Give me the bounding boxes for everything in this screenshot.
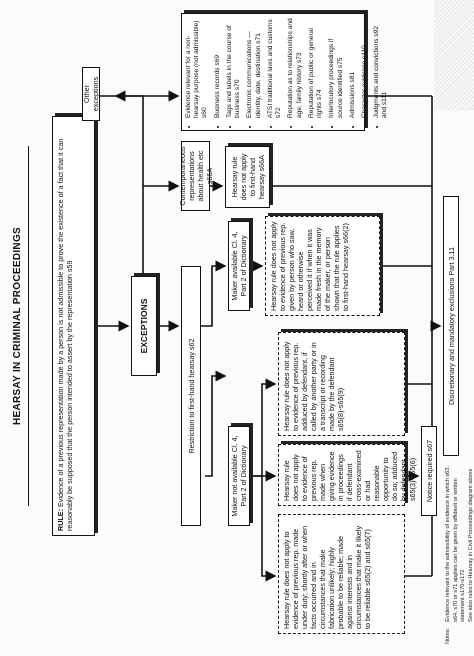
page-title: HEARSAY IN CRIMINAL PROCEEDINGS — [12, 226, 23, 426]
exceptions-box: EXCEPTIONS — [131, 276, 157, 376]
other-exception-item: • Judgments and convictions s92 and s111 — [373, 18, 389, 118]
maker-available-rule-box: Hearsay rule does not apply to evidence of previous rep. given by person who saw, heard or otherwise perceived it if when it was made fresh in the memory of the maker, or person shown that the rule applies to first-hand hearsay s66(2) — [265, 216, 380, 316]
note-2: See also rules to Hearsay in Civil Proceedings diagram above — [467, 468, 474, 622]
other-exception-item: • Evidence relevant for a non-hearsay purpose (not admissible) s60 — [185, 18, 210, 118]
title-underline — [28, 146, 29, 506]
not-available-box-a: Hearsay rule does not apply to evidence of previous rep. made under duty; shortly after or when facts occurred and in circumstances that make fabrication unlikely; highly probable to be reliable; made against interests and in circumstances that make it likely to be reliable s65(2) and s65(7) — [278, 514, 405, 634]
contemporaneous-box: Contemporaneous representations about health etc s66A — [181, 141, 210, 211]
discretionary-box: Discretionary and mandatory exclusions Part 3.11 — [443, 196, 459, 456]
other-exception-item: • Admissions s81 — [349, 18, 357, 118]
rule-label: RULE: — [56, 509, 65, 531]
rule-box — [52, 116, 95, 536]
rule-text: Evidence of a previous representation made by a person is not admissible to prove the existence of a fact that it can reasonably be supposed that the person intended to assert by the representation s59 — [56, 138, 74, 531]
maker-not-available-box: Maker not available Cl. 4, Part 2 of Dictionary — [228, 426, 250, 526]
other-exception-item: • Interlocutory proceedings if source identified s75 — [328, 18, 344, 118]
other-exceptions-list — [181, 13, 389, 131]
not-available-box-b: Hearsay rule does not apply to evidence of previous rep. made when giving evidence in proceedings if defendant cross-examined or had reasonable opportunity to do so; adduced by defendant s65(3)-s65(6) — [278, 444, 405, 506]
other-exception-item: • Tags and labels in the course of business s70 — [226, 18, 242, 118]
restriction-box: Restriction to first-hand hearsay s62 — [181, 266, 201, 526]
other-exception-item: • Reputation as to relationships and age, family history s73 — [287, 18, 303, 118]
notes-block — [445, 464, 474, 644]
notice-box: Notice required s67 — [421, 426, 437, 516]
note-1: Evidence relevant to the admissibility of evidence in which s63, s64, s70 or s71 applies can be given by affidavit or written statement s170-s172 — [445, 466, 467, 622]
other-exception-item: • Reputation of public or general rights s74 — [308, 18, 324, 118]
notes-label: Notes: — [445, 627, 451, 644]
other-exception-item: • ATSI traditional laws and customs s72 — [267, 18, 283, 118]
other-exception-item: • Business records s69 — [214, 18, 222, 118]
other-exception-item: • Character evidence s110 — [361, 18, 369, 118]
not-available-box-c: Hearsay rule does not apply to evidence of previous rep. adduced by defendant, if called by another party or in a transcript or recording made by the defendant s65(8)-s65(9) — [278, 332, 405, 436]
maker-available-box: Maker available Cl. 4, Part 2 of Dictionary — [228, 221, 250, 311]
other-exceptions-box: Other exceptions — [82, 67, 100, 121]
other-exceptions-items — [185, 18, 390, 126]
other-exception-item: • Electronic communications — identity, date, destination s71 — [246, 18, 262, 118]
same-rule-box: Hearsay rule does not apply to first-hand hearsay s66A — [225, 146, 270, 208]
